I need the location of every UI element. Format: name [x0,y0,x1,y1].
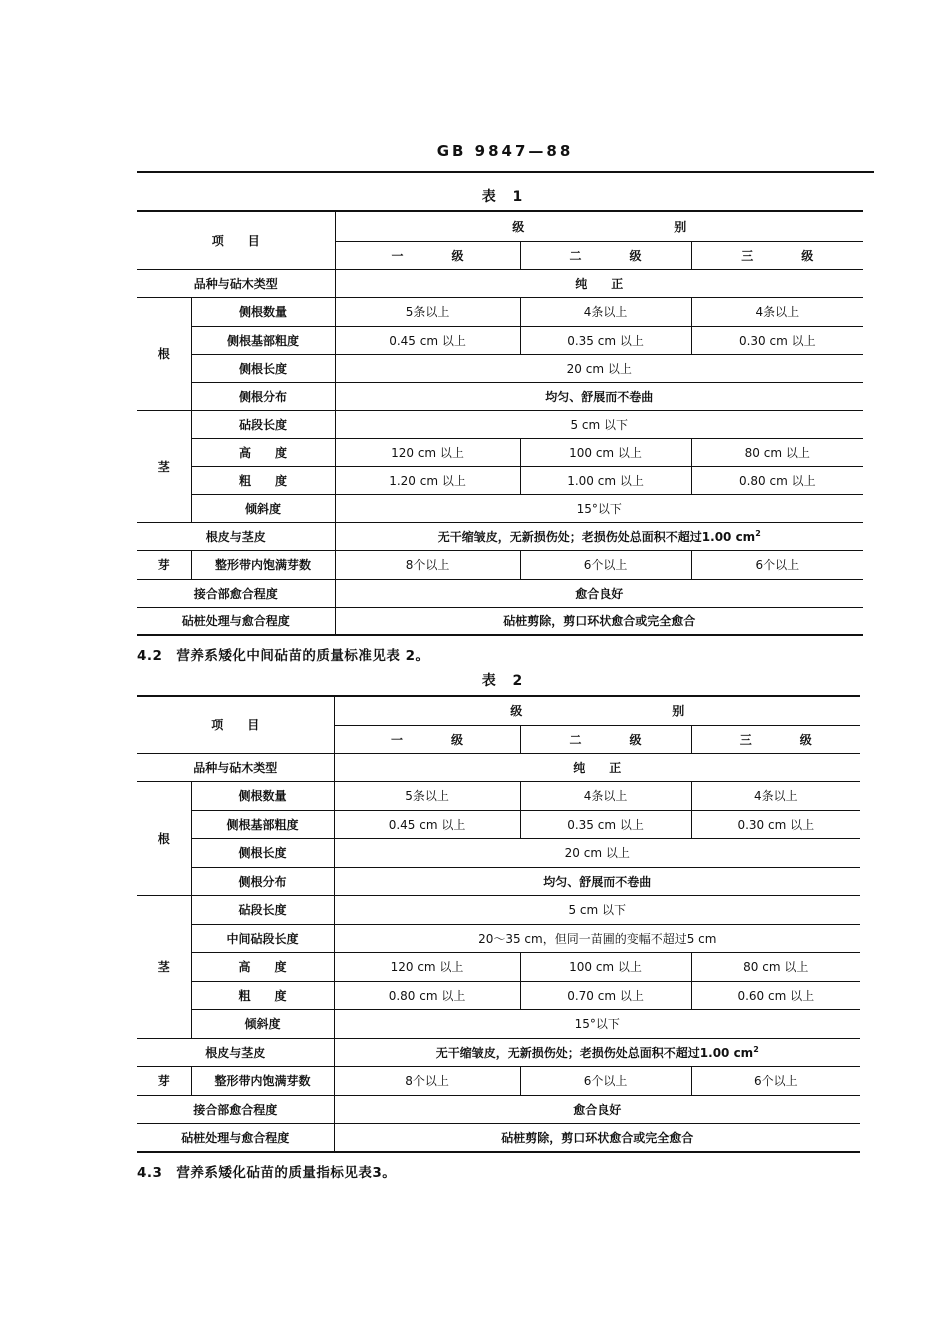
table2-level-right: 别 [672,704,685,719]
table1-root-count-2: 4条以上 [520,297,691,326]
table1-root-thickness-1: 0.45 cm 以上 [335,326,520,354]
table1-root-thickness-label: 侧根基部粗度 [191,326,335,354]
table2-stump-value: 砧桩剪除，剪口环状愈合或完全愈合 [334,1123,860,1152]
table2-root-count-2: 4条以上 [520,781,691,810]
table1-grade-3: 三 级 [691,241,863,269]
table1-height-2: 100 cm 以上 [520,438,691,466]
table2-root-count-label: 侧根数量 [191,781,334,810]
table2-root-count-1: 5条以上 [334,781,520,810]
table2-root-thickness-label: 侧根基部粗度 [191,810,334,838]
table1-root-distribution-label: 侧根分布 [191,382,335,410]
table2-bark-label: 根皮与茎皮 [137,1038,334,1066]
table2-bud-group: 芽 [137,1066,191,1095]
table1-root-thickness-2: 0.35 cm 以上 [520,326,691,354]
table1-level-left: 级 [512,219,525,234]
table2-root-length-label: 侧根长度 [191,838,334,867]
standard-code: GB 9847—88 [436,142,574,160]
table1-tilt-value: 15°以下 [335,494,863,522]
table2-bud-3: 6个以上 [691,1066,860,1095]
table2-stump-label: 砧桩处理与愈合程度 [137,1123,334,1152]
table1-grade-2: 二 级 [520,241,691,269]
table1-stock-length-label: 砧段长度 [191,410,335,438]
table2-level-left: 级 [510,704,523,719]
table2-item-header: 项 目 [137,696,334,753]
table2-root-distribution-label: 侧根分布 [191,867,334,895]
clause-4-3: 4.3 营养系矮化砧苗的质量指标见表3。 [137,1165,397,1181]
table1-graft-label: 接合部愈合程度 [137,579,335,607]
table1-level-header [335,211,863,241]
table1-grade-1: 一 级 [335,241,520,269]
table1-root-thickness-3: 0.30 cm 以上 [691,326,863,354]
table2-graft-value: 愈合良好 [334,1095,860,1123]
table2-variety-value: 纯 正 [334,753,860,781]
table2-bud-1: 8个以上 [334,1066,520,1095]
table2-mid-length-label: 中间砧段长度 [191,924,334,952]
table2-tilt-label: 倾斜度 [191,1009,334,1038]
table2-root-group: 根 [137,781,191,895]
table1-level-right: 别 [674,219,687,234]
table1-graft-value: 愈合良好 [335,579,863,607]
table2-thickness-3: 0.60 cm 以上 [691,981,860,1009]
table1-bud-group: 芽 [137,550,191,579]
table2-root-thickness-3: 0.30 cm 以上 [691,810,860,838]
table2-caption: 表 2 [481,673,529,689]
table1-thickness-3: 0.80 cm 以上 [691,466,863,494]
table1-stem-group: 茎 [137,410,191,522]
table2-tilt-value: 15°以下 [334,1009,860,1038]
table2-thickness-label: 粗 度 [191,981,334,1009]
table1-thickness-2: 1.00 cm 以上 [520,466,691,494]
table2-thickness-2: 0.70 cm 以上 [520,981,691,1009]
table1-caption: 表 1 [481,189,529,205]
table2-height-1: 120 cm 以上 [334,952,520,981]
table1-root-distribution-value: 均匀、舒展而不卷曲 [335,382,863,410]
table1-height-label: 高 度 [191,438,335,466]
table1-root-count-label: 侧根数量 [191,297,335,326]
table2-root-distribution-value: 均匀、舒展而不卷曲 [334,867,860,895]
table1-bark-value: 无干缩皱皮，无新损伤处；老损伤处总面积不超过1.00 $cm^2$ [335,522,863,550]
table2-root-count-3: 4条以上 [691,781,860,810]
table2-graft-label: 接合部愈合程度 [137,1095,334,1123]
table1 [137,210,863,636]
table1-height-3: 80 cm 以上 [691,438,863,466]
table2-grade-3: 三 级 [691,725,860,753]
table2 [137,695,860,1153]
table2-thickness-1: 0.80 cm 以上 [334,981,520,1009]
table1-item-header: 项 目 [137,211,335,269]
table1-root-count-1: 5条以上 [335,297,520,326]
table2-variety-label: 品种与砧木类型 [137,753,334,781]
table2-level-header [334,696,860,725]
table1-stock-length-value: 5 cm 以下 [335,410,863,438]
table1-bark-label: 根皮与茎皮 [137,522,335,550]
table1-root-group: 根 [137,297,191,410]
table2-mid-length-value: 20～35 cm，但同一苗圃的变幅不超过5 cm [334,924,860,952]
table2-stem-group: 茎 [137,895,191,1038]
table1-tilt-label: 倾斜度 [191,494,335,522]
table2-bud-label: 整形带内饱满芽数 [191,1066,334,1095]
table2-root-thickness-2: 0.35 cm 以上 [520,810,691,838]
table1-thickness-label: 粗 度 [191,466,335,494]
table1-bud-label: 整形带内饱满芽数 [191,550,335,579]
table1-height-1: 120 cm 以上 [335,438,520,466]
table1-root-length-label: 侧根长度 [191,354,335,382]
table1-stump-value: 砧桩剪除，剪口环状愈合或完全愈合 [335,607,863,635]
table2-root-length-value: 20 cm 以上 [334,838,860,867]
table1-bud-1: 8个以上 [335,550,520,579]
table2-height-3: 80 cm 以上 [691,952,860,981]
table1-bud-3: 6个以上 [691,550,863,579]
table1-root-count-3: 4条以上 [691,297,863,326]
table2-height-2: 100 cm 以上 [520,952,691,981]
table2-root-thickness-1: 0.45 cm 以上 [334,810,520,838]
table1-stump-label: 砧桩处理与愈合程度 [137,607,335,635]
table1-variety-label: 品种与砧木类型 [137,269,335,297]
table1-bud-2: 6个以上 [520,550,691,579]
table2-stock-length-label: 砧段长度 [191,895,334,924]
table2-stock-length-value: 5 cm 以下 [334,895,860,924]
table1-thickness-1: 1.20 cm 以上 [335,466,520,494]
table2-bark-value: 无干缩皱皮，无新损伤处；老损伤处总面积不超过1.00 $cm^2$ [334,1038,860,1066]
table2-grade-1: 一 级 [334,725,520,753]
table1-variety-value: 纯 正 [335,269,863,297]
header-rule [137,171,874,173]
table2-grade-2: 二 级 [520,725,691,753]
table2-height-label: 高 度 [191,952,334,981]
table2-bud-2: 6个以上 [520,1066,691,1095]
clause-4-2: 4.2 营养系矮化中间砧苗的质量标准见表 2。 [137,648,430,664]
table1-root-length-value: 20 cm 以上 [335,354,863,382]
